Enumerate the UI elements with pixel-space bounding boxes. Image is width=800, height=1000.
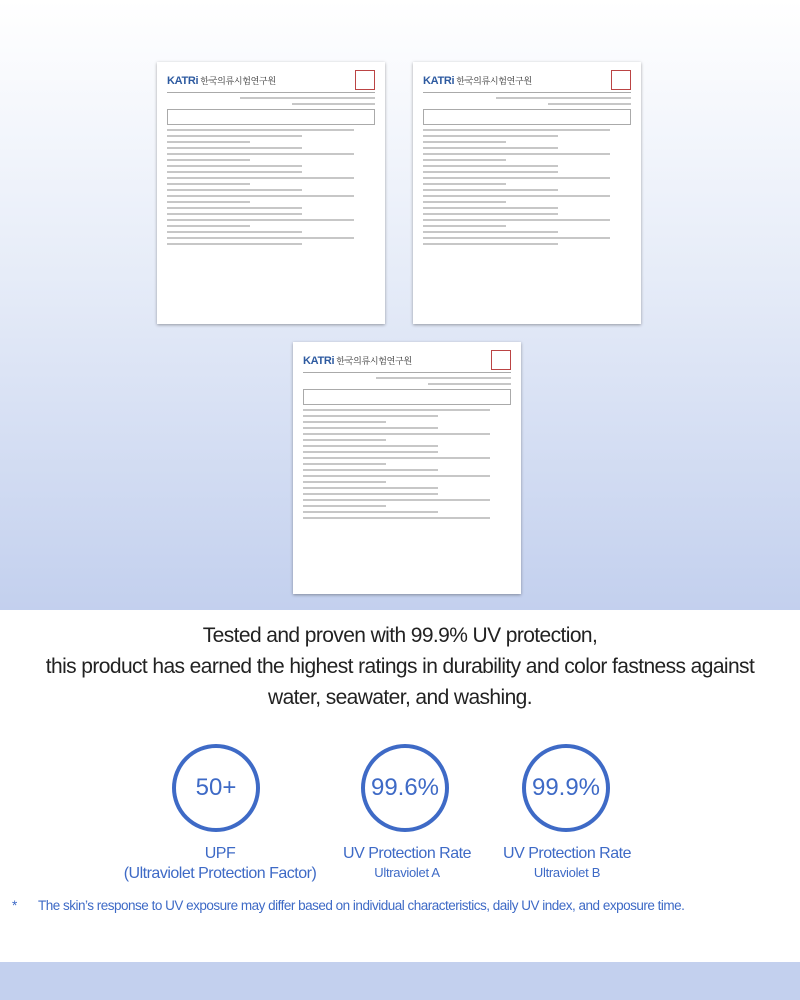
footnote-marker: * <box>12 898 17 913</box>
headline <box>0 620 800 713</box>
footnote-text: The skin’s response to UV exposure may differ based on individual characteristics, daily UV index, and exposure time. <box>38 898 685 913</box>
certificate-stamp-icon <box>355 70 375 90</box>
certificate-header <box>167 68 375 93</box>
footnote <box>12 898 792 913</box>
certificate-stamp-icon <box>611 70 631 90</box>
headline-line-2: this product has earned the highest ratings in durability and color fastness against <box>45 655 755 678</box>
uvb-value-badge: 99.9% <box>522 744 610 832</box>
background-band-bottom <box>0 962 800 1000</box>
katri-logo: KATRi 한국의류시험연구원 <box>167 74 276 87</box>
test-certificate-2 <box>413 62 641 324</box>
katri-logo: KATRi 한국의류시험연구원 <box>423 74 532 87</box>
test-certificate-1 <box>157 62 385 324</box>
headline-line-3: water, seawater, and washing. <box>268 686 532 709</box>
uva-value-badge: 99.6% <box>361 744 449 832</box>
upf-label: UPF (Ultraviolet Protection Factor) <box>123 845 317 882</box>
certificate-header <box>423 68 631 93</box>
certificate-stamp-icon <box>491 350 511 370</box>
uvb-label: UV Protection Rate Ultraviolet B <box>503 845 631 880</box>
uva-label: UV Protection Rate Ultraviolet A <box>343 845 471 880</box>
upf-value-badge: 50+ <box>172 744 260 832</box>
certificate-header <box>303 348 511 373</box>
katri-logo: KATRi 한국의류시험연구원 <box>303 354 412 367</box>
test-certificate-3 <box>293 342 521 594</box>
headline-line-1: Tested and proven with 99.9% UV protection, <box>202 624 598 647</box>
